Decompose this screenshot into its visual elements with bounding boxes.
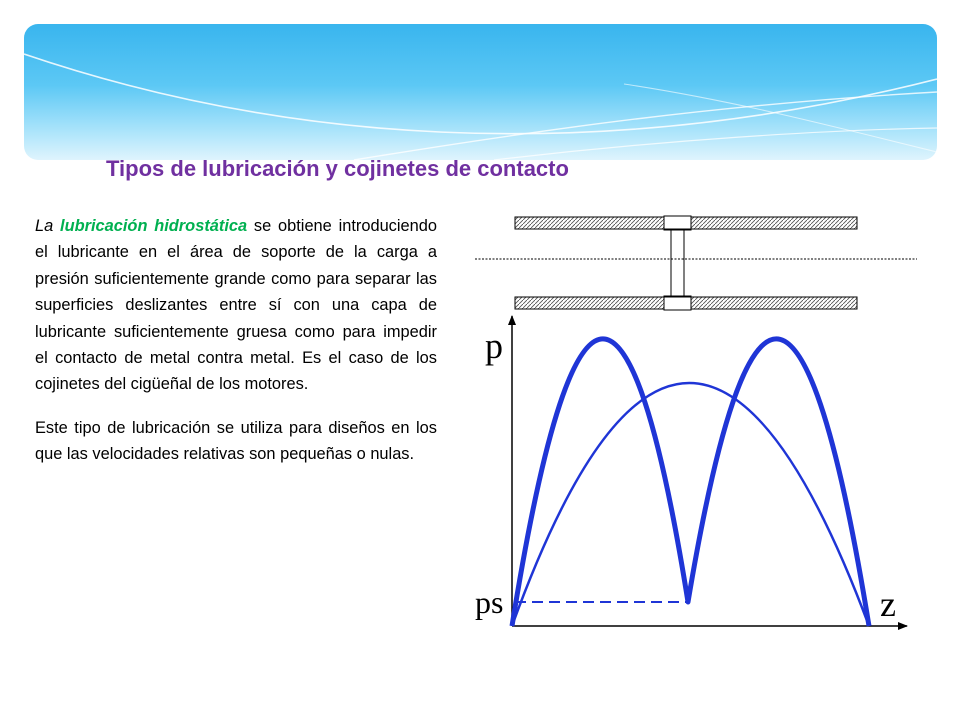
paragraph-usage: Este tipo de lubricación se utiliza para diseños en los que las velocidades relativas son pequeñas o nulas. bbox=[35, 418, 437, 464]
bearing-diagram bbox=[475, 216, 917, 310]
body-text bbox=[35, 213, 437, 468]
ps-label: ps bbox=[475, 584, 504, 620]
header-banner bbox=[24, 24, 937, 160]
paragraph-lead: La bbox=[35, 217, 54, 235]
highlight-term: lubricación hidrostática bbox=[60, 217, 248, 235]
slide-title: Tipos de lubricación y cojinetes de contacto bbox=[106, 156, 569, 181]
paragraph-rest: se obtiene introduciendo el lubricante en el área de soporte de la carga a presión suficientemente grande como para separar las superficies deslizantes entre sí con una capa de lubricante suficientemente gruesa como para impedir el contacto de metal contra metal. Es el caso de los cojinetes del cigüeñal de los motores. bbox=[35, 217, 437, 394]
banner-wave-decoration bbox=[24, 24, 937, 160]
y-axis-label: p bbox=[485, 326, 503, 366]
pressure-figure bbox=[475, 212, 925, 642]
paragraph-hydrostatic bbox=[35, 213, 437, 398]
x-axis-label: z bbox=[880, 584, 896, 624]
